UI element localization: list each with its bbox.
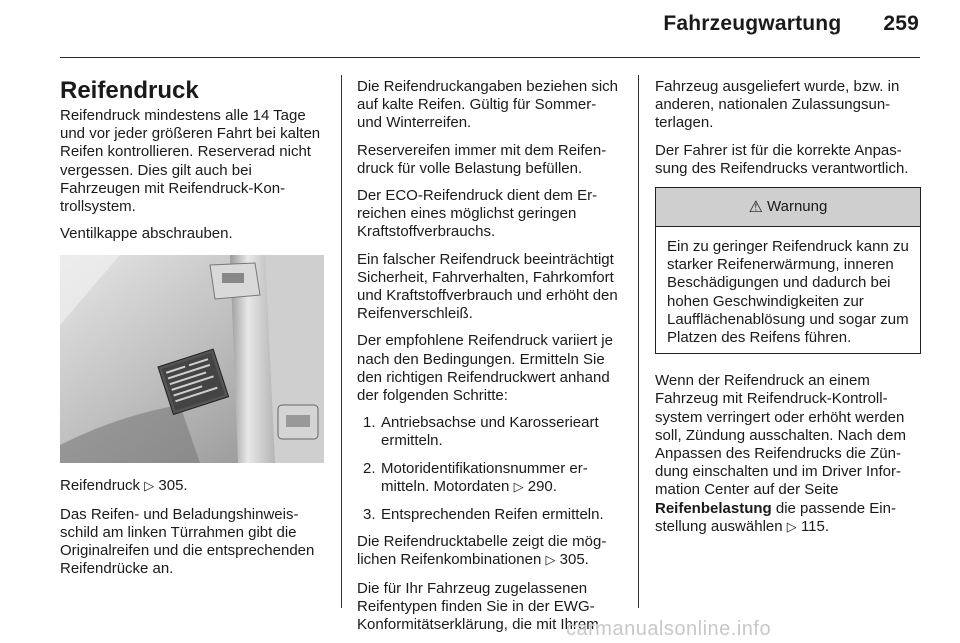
warning-title: Warnung xyxy=(767,197,828,215)
menu-page-name: Reifenbelastung xyxy=(655,499,772,517)
column-2 xyxy=(357,78,622,643)
door-frame-label-photo xyxy=(60,255,324,463)
paragraph: Fahrzeug ausgeliefert wurde, bzw. in anderen, nationalen Zulassungsunterlagen. xyxy=(655,78,900,132)
figure-caption: Reifendruck ▷ 305. xyxy=(60,477,188,495)
paragraph: Die Reifendruckangaben beziehen sich auf kalte Reifen. Gültig für Sommer- und Winterreifen. xyxy=(357,78,619,132)
triangle-right-icon: ▷ xyxy=(545,553,556,569)
column-divider xyxy=(341,75,342,608)
section-heading: Reifendruck xyxy=(60,77,199,104)
warning-header xyxy=(656,188,920,227)
steps-list xyxy=(357,414,622,524)
page-header xyxy=(663,12,919,36)
paragraph: Der ECO-Reifendruck dient dem Erreichen eines möglichst geringen Kraftstoffverbrauchs. xyxy=(357,187,598,241)
paragraph: Der Fahrer ist für die korrekte Anpassung des Reifendrucks verantwortlich. xyxy=(655,141,909,177)
paragraph: Reservereifen immer mit dem Reifendruck für volle Belastung befüllen. xyxy=(357,141,607,177)
paragraph: Ventilkappe abschrauben. xyxy=(60,225,233,243)
column-1 xyxy=(60,78,324,587)
header-rule xyxy=(60,57,920,58)
list-item: 1. Antriebsachse und Karosserieart ermitteln. xyxy=(363,414,599,450)
paragraph: Reifendruck mindestens alle 14 Tage und vor jeder größeren Fahrt bei kalten Reifen kontrollieren. Reserverad nicht vergessen. Dies gilt auch bei Fahrzeugen mit Reifendruck-Kontrollsystem. xyxy=(60,107,321,216)
warning-body: Ein zu geringer Reifendruck kann zu starker Reifenerwärmung, inneren Beschädigungen und dadurch bei hohen Geschwindigkeiten zur Laufflächenablösung und sogar zum Platzen des Reifens führen. xyxy=(667,238,909,347)
watermark: carmanualsonline.info xyxy=(566,618,772,640)
list-item: 2. Motoridentifikationsnummer ermitteln. Motordaten ▷ 290. xyxy=(363,459,588,495)
warning-box xyxy=(655,187,921,354)
column-3 xyxy=(655,78,921,546)
paragraph: Die Reifendrucktabelle zeigt die möglichen Reifenkombinationen ▷ 305. xyxy=(357,533,607,569)
paragraph: Das Reifen- und Beladungshinweisschild am linken Türrahmen gibt die Originalreifen und die entsprechenden Reifendrücke an. xyxy=(60,505,315,578)
page-number: 259 xyxy=(883,12,919,35)
paragraph: Wenn der Reifendruck an einem Fahrzeug mit Reifendruck-Kontrollsystem verringert oder erhöht werden soll, Zündung ausschalten. Nach dem Anpassen des Reifendrucks die Zündung einschalten und im Driver Information Center auf der Seite Reifenbelastung die passende Einstellung auswählen ▷ 115. xyxy=(655,372,906,535)
paragraph: Ein falscher Reifendruck beeinträchtigt Sicherheit, Fahrverhalten, Fahrkomfort und Kraftstoffverbrauch und erhöht den Reifenverschleiß. xyxy=(357,250,618,323)
list-item: 3. Entsprechenden Reifen ermitteln. xyxy=(363,506,604,524)
header-title: Fahrzeugwartung xyxy=(663,12,842,35)
triangle-right-icon: ▷ xyxy=(144,479,155,495)
triangle-right-icon: ▷ xyxy=(513,479,524,495)
warning-triangle-icon: ⚠ xyxy=(748,196,764,216)
paragraph: Die für Ihr Fahrzeug zugelassenen Reifentypen finden Sie in der EWG-Konformitätserklärung, die mit Ihrem xyxy=(357,579,599,634)
triangle-right-icon: ▷ xyxy=(786,519,797,535)
column-divider xyxy=(638,75,639,608)
paragraph: Der empfohlene Reifendruck variiert je nach den Bedingungen. Ermitteln Sie den richtigen Reifendruckwert anhand der folgenden Schritte: xyxy=(357,332,613,405)
